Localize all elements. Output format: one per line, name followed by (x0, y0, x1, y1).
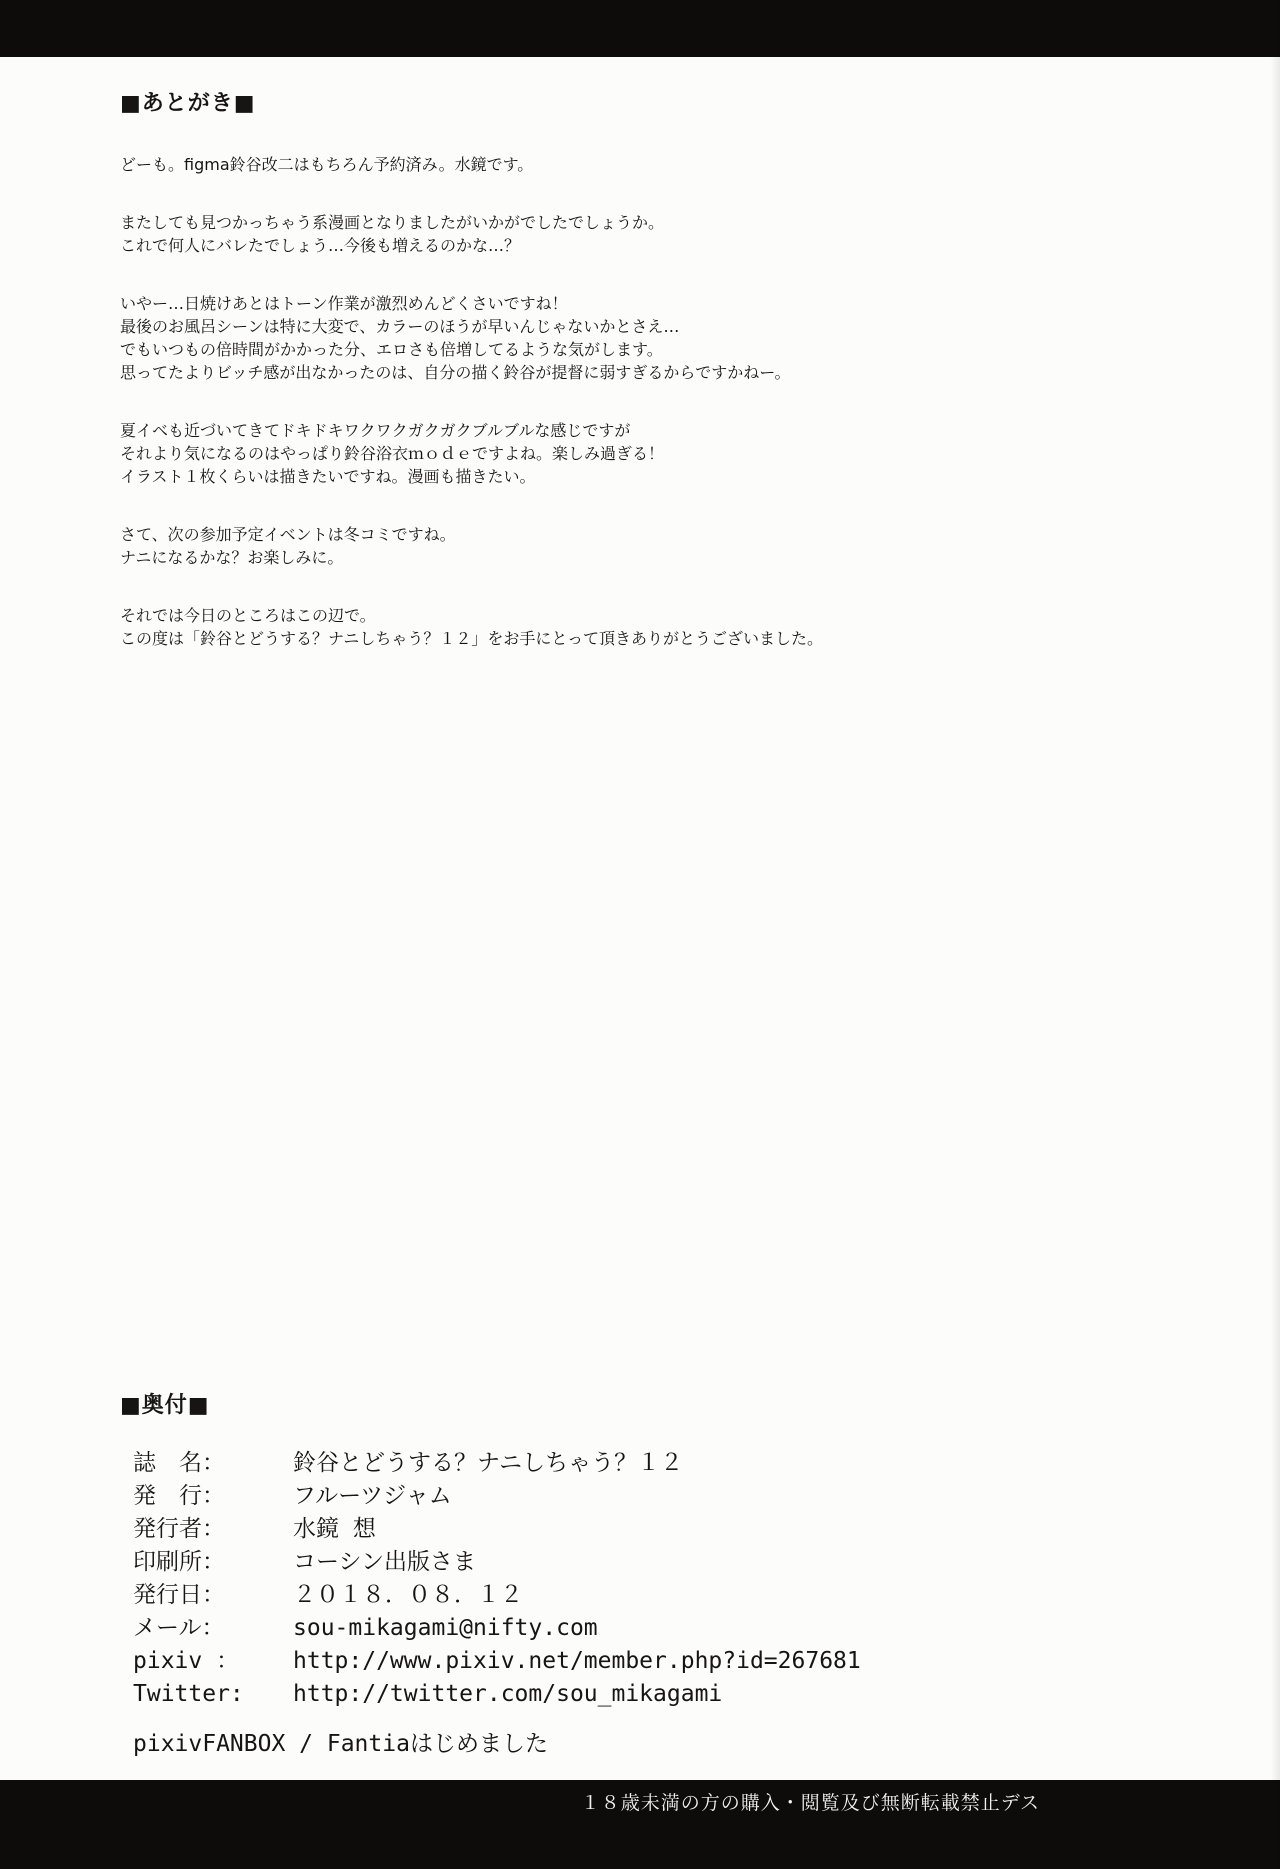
colophon-label: 印刷所： (133, 1549, 225, 1575)
colophon-label: 誌 名： (133, 1450, 225, 1476)
bottom-black-bar (0, 1780, 1280, 1869)
colophon-row-twitter (133, 1678, 1120, 1711)
afterword-line: 夏イベも近づいてきてドキドキワクワクガクガクブルブルな感じですが (120, 421, 631, 440)
afterword-line: どーも。figma鈴谷改二はもちろん予約済み。水鏡です。 (120, 155, 534, 174)
afterword-line: またしても見つかっちゃう系漫画となりましたがいかがでしたでしょうか。 (120, 213, 665, 232)
colophon-label: 発 行： (133, 1483, 225, 1509)
afterword-line: それでは今日のところはこの辺で。 (120, 606, 376, 625)
colophon-rows (133, 1447, 1120, 1711)
colophon-postscript: pixivFANBOX / Fantiaはじめました (133, 1731, 548, 1757)
top-black-bar (0, 0, 1280, 57)
colophon-value: コーシン出版さま (293, 1549, 476, 1575)
age-restriction-notice: １８歳未満の方の購入・閲覧及び無断転載禁止デス (580, 1792, 1040, 1814)
afterword-line: いやー…日焼けあとはトーン作業が激烈めんどくさいですね！ (120, 294, 568, 313)
colophon-label: 発行者： (133, 1516, 225, 1542)
colophon-row-publisher (133, 1480, 1120, 1513)
afterword-line: ナニになるかな？お楽しみに。 (120, 548, 344, 567)
colophon-label: 発行日： (133, 1582, 225, 1608)
colophon-row-email (133, 1612, 1120, 1645)
colophon-row-date (133, 1579, 1120, 1612)
afterword-line: イラスト１枚くらいは描きたいですね。漫画も描きたい。 (120, 467, 536, 486)
colophon-label: Twitter: (133, 1681, 244, 1707)
colophon-value: フルーツジャム (293, 1483, 452, 1509)
colophon-row-printer (133, 1546, 1120, 1579)
colophon-value: 鈴谷とどうする？ナニしちゃう？１２ (293, 1450, 684, 1476)
colophon-value: http://twitter.com/sou_mikagami (293, 1681, 723, 1707)
colophon-row-author (133, 1513, 1120, 1546)
colophon-heading: ■奥付■ (120, 1393, 210, 1418)
colophon-value: 水鏡 想 (293, 1516, 376, 1542)
colophon-value: sou-mikagami@nifty.com (293, 1615, 598, 1641)
colophon-row-title (133, 1447, 1120, 1480)
afterword-line: この度は「鈴谷とどうする？ナニしちゃう？１２」をお手にとって頂きありがとうございました。 (120, 629, 824, 648)
colophon-value: http://www.pixiv.net/member.php?id=267681 (293, 1648, 861, 1674)
colophon-label: メール： (133, 1615, 225, 1641)
afterword-line: さて、次の参加予定イベントは冬コミですね。 (120, 525, 456, 544)
afterword-line: それより気になるのはやっぱり鈴谷浴衣ｍｏｄｅですよね。楽しみ過ぎる！ (120, 444, 665, 463)
afterword-line: 思ってたよりビッチ感が出なかったのは、自分の描く鈴谷が提督に弱すぎるからですかねー。 (120, 363, 791, 382)
colophon-section (120, 1388, 1120, 1758)
colophon-label: pixiv ： (133, 1648, 240, 1674)
afterword-line: これで何人にバレたでしょう…今後も増えるのかな…？ (120, 236, 521, 255)
afterword-line: 最後のお風呂シーンは特に大変で、カラーのほうが早いんじゃないかとさえ… (120, 317, 680, 336)
colophon-row-pixiv (133, 1645, 1120, 1678)
afterword-section (120, 86, 1180, 684)
afterword-line: でもいつもの倍時間がかかった分、エロさも倍増してるような気がします。 (120, 340, 663, 359)
afterword-heading: ■あとがき■ (120, 91, 256, 116)
colophon-value: ２０１８．０８．１２ (293, 1582, 523, 1608)
